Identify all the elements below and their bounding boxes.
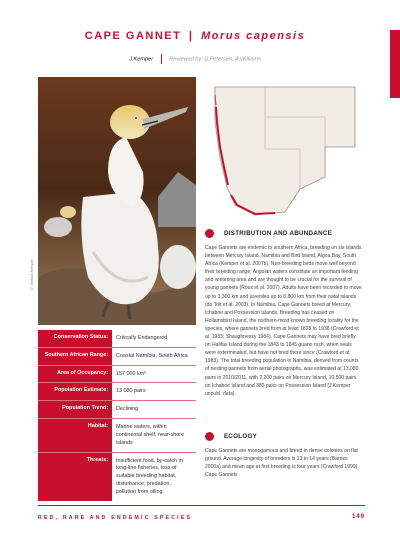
info-value: 157 000 km² [112, 366, 196, 383]
info-value: Marine waters, within continental shelf, near-shore islands [112, 419, 196, 451]
info-row [38, 453, 196, 501]
info-label: Population Estimate: [54, 387, 108, 394]
info-value: Insufficient food, by-catch in long-line fisheries, loss of suitable breeding habitat, disturbance, predation, pollution from oiling [112, 453, 196, 501]
info-row [38, 383, 196, 401]
info-row [38, 366, 196, 384]
info-value: Critically Endangered [112, 330, 196, 347]
distribution-map [205, 77, 360, 217]
info-row [38, 330, 196, 348]
section-bullet-icon [205, 229, 214, 238]
info-row [38, 419, 196, 452]
info-value: 13 080 pairs [112, 383, 196, 400]
byline [0, 54, 390, 64]
info-label: Area of Occupancy: [57, 369, 108, 376]
section-bullet-icon [205, 432, 214, 441]
info-label: Threats: [86, 456, 108, 463]
common-name: CAPE GANNET [84, 30, 182, 42]
chapter-tab [390, 30, 400, 98]
cape-gannet-photo [38, 77, 196, 325]
info-label: Habitat: [87, 423, 108, 430]
distribution-heading-text: DISTRIBUTION AND ABUNDANCE [224, 230, 333, 237]
info-row [38, 348, 196, 366]
page-number: 149 [351, 514, 365, 520]
info-label: Conservation Status: [53, 334, 108, 340]
info-label: Southern African Range: [44, 351, 108, 358]
southern-africa-map [205, 77, 360, 217]
info-value: Declining [112, 401, 196, 418]
info-row [38, 401, 196, 419]
distribution-text: Cape Gannets are endemic to southern Africa, breeding on six islands between Mercury Island, Namibia and Bird Island, Algoa Bay, South Africa (Kemper et al. 2007b). Non-breeding birds move well beyond their breeding range; Angolan waters constitute an important feeding and wintering area and are thought to be crucial for the survival of young gannets (Roux et al. 2007). Adults have been recorded to move up to 3,300 km and juveniles up to 6,800 km from their natal islands (du Toit et al. 2003). In Namibia, Cape Gannets breed at Mercury, Ichaboe and Possession islands. Breeding has ceased on Hollamsbird Island, the northern-most known breeding locality for the species, where gannets bred from at least 1828 to 1938 (Crawford et al. 1983; Shaughnessy 1984). Cape Gannets may have bred briefly on Halifax Island during the 1843 to 1845 guano rush, when seals were exterminated, but have not bred there since (Crawford et al. 1983). The total breeding population in Namibia, derived from counts of nesting gannets from aerial photographs, was estimated at 13,080 pairs in 2010/2011, with 2,200 pairs on Mercury Island, 10,500 pairs on Ichaboe Island and 380 pairs on Possession Island (J Kemper unpubl. data). [205, 245, 362, 397]
ecology-heading [205, 432, 257, 441]
distribution-heading [205, 229, 332, 238]
page-title [0, 30, 390, 42]
title-separator: | [188, 30, 194, 42]
author: J Kemper [129, 56, 154, 63]
reviewers: Reviewed by: S Petersen, A Williams [169, 56, 261, 63]
species-info-table [38, 330, 196, 501]
ecology-text: Cape Gannets are monogamous and breed in dense colonies on flat ground. Average longevity of breeders is 13 to 14 years (Barnes 2000a) and mean age at first breeding is four years (Crawford 1999). Cape Gannets [205, 448, 359, 479]
scientific-name: Morus capensis [201, 30, 306, 42]
info-value: Coastal Namibia, South Africa [112, 348, 196, 365]
ecology-heading-text: ECOLOGY [224, 433, 258, 440]
book-title: RED, RARE AND ENDEMIC SPECIES [38, 515, 193, 521]
byline-divider [161, 54, 162, 64]
gannet-illustration [38, 77, 196, 325]
photo-credit: © Jessica Kemper [30, 259, 34, 290]
footer-rule [38, 505, 365, 506]
info-label: Population Trend: [62, 405, 108, 412]
